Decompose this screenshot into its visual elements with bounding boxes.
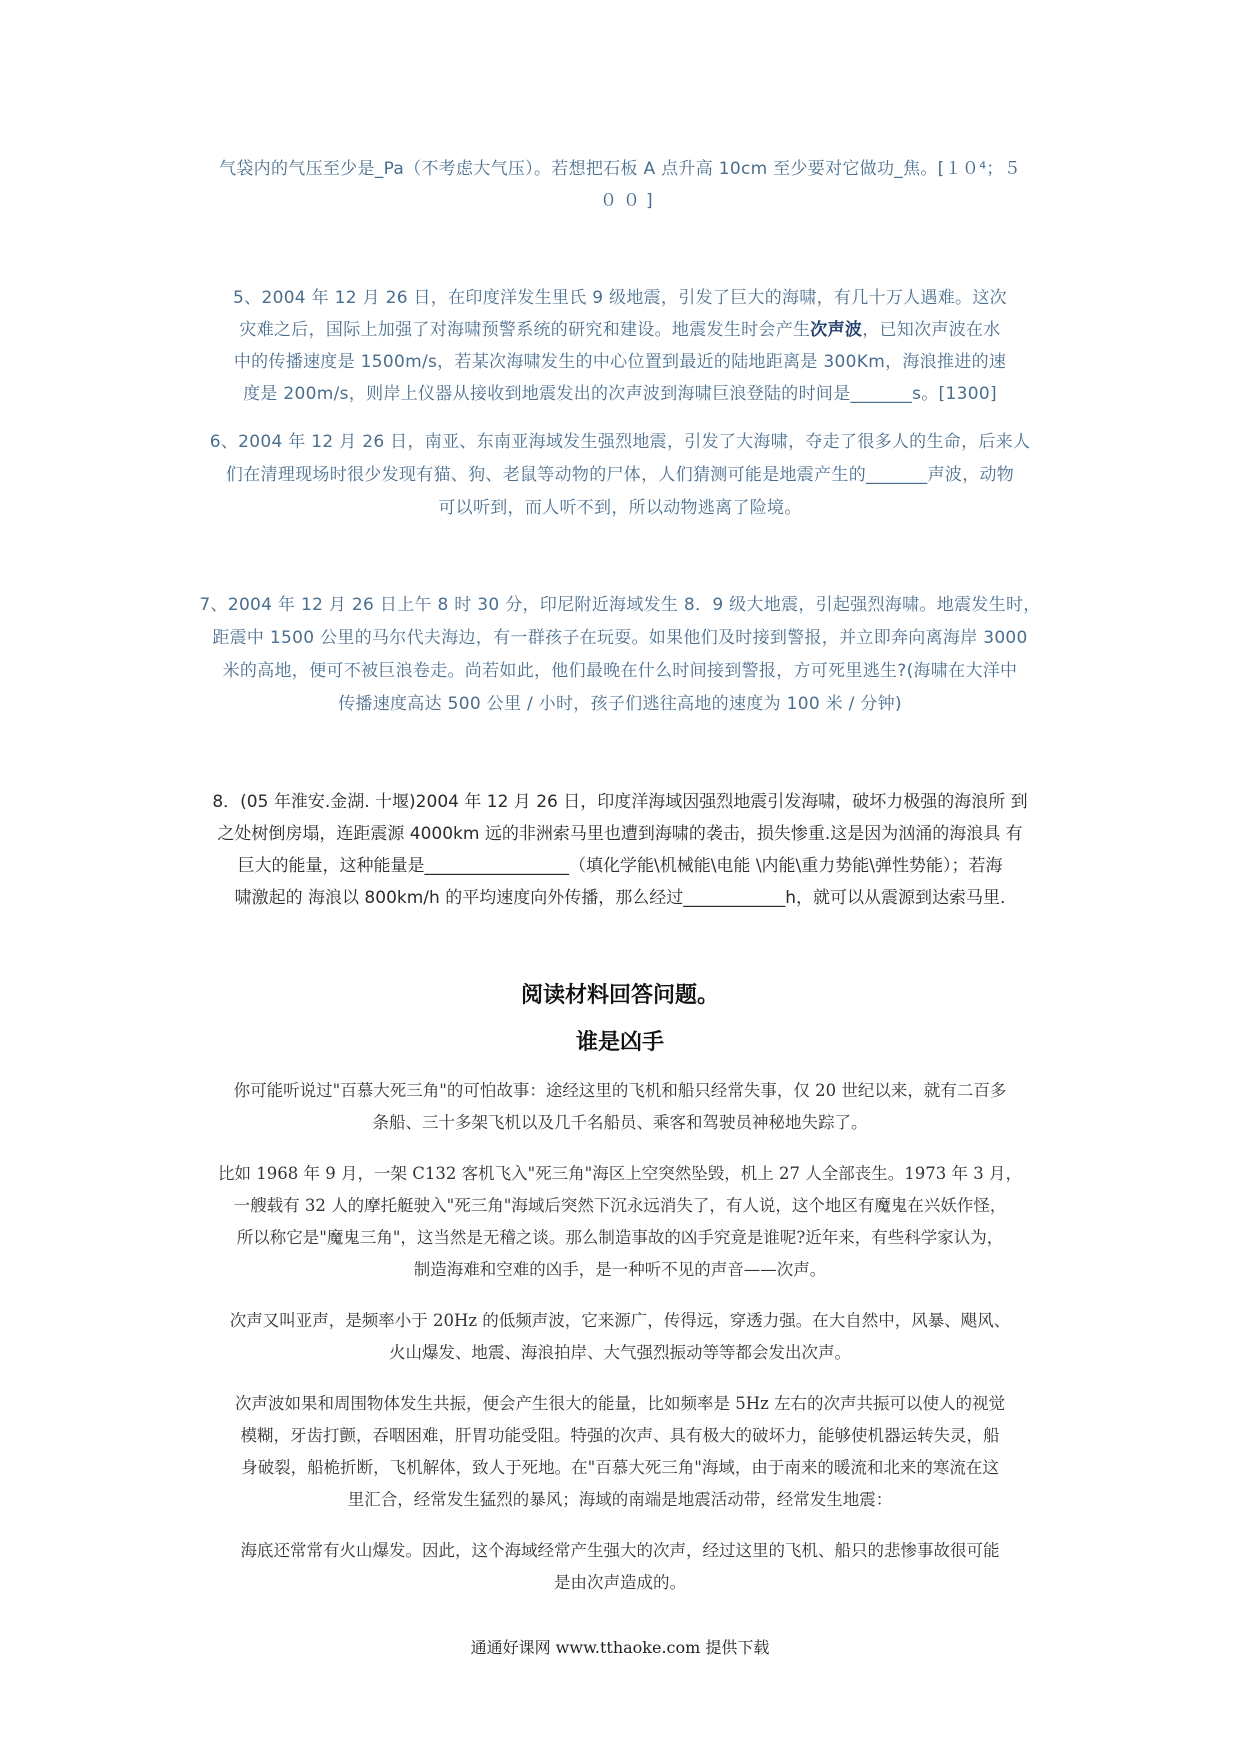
reading-p4-line-4: 里汇合，经常发生猛烈的暴风；海域的南端是地震活动带，经常发生地震： (347, 1490, 893, 1509)
reading-p1-line-2: 条船、三十多架飞机以及几千名船员、乘客和驾驶员神秘地失踪了。 (372, 1113, 868, 1132)
reading-p5-line-1: 海底还常常有火山爆发。因此，这个海域经常产生强大的次声，经过这里的飞机、船只的悲惨事故很可能 (240, 1541, 1000, 1560)
reading-p4-line-1: 次声波如果和周围物体发生共振，便会产生很大的能量，比如频率是 5Hz 左右的次声共振可以使人的视觉 (234, 1394, 1006, 1413)
q4-line-1: 气袋内的气压至少是_Pa（不考虑大气压）。若想把石板 A 点升高 10cm 至少要对它做功_焦。[１０⁴；５ (219, 159, 1021, 179)
q5-line-2c: ，已知次声波在水 (862, 320, 1001, 340)
q6-line-1: 6、2004 年 12 月 26 日，南亚、东南亚海域发生强烈地震，引发了大海啸，夺走了很多人的生命，后来人 (209, 432, 1031, 452)
reading-p2-line-4: 制造海难和空难的凶手，是一种听不见的声音——次声。 (413, 1260, 827, 1279)
q8-line-4: 啸激起的 海浪以 800km/h 的平均速度向外传播，那么经过____________h，就可以从震源到达索马里. (234, 888, 1006, 908)
q5-line-2 (0, 314, 1240, 346)
q7-line-2: 距震中 1500 公里的马尔代夫海边，有一群孩子在玩耍。如果他们及时接到警报，并立即奔向离海岸 3000 (212, 628, 1028, 648)
reading-p3-line-2: 火山爆发、地震、海浪拍岸、大气强烈振动等等都会发出次声。 (389, 1343, 851, 1362)
q5-keyword-infrasound: 次声波 (810, 320, 863, 340)
reading-p4-line-2: 模糊，牙齿打颤，吞咽困难，肝胃功能受阻。特强的次声、具有极大的破坏力，能够使机器运转失灵，船 (240, 1426, 1000, 1445)
q4-line-2: ００] (600, 191, 659, 211)
q5-line-3: 中的传播速度是 1500m/s，若某次海啸发生的中心位置到最近的陆地距离是 300Km，海浪推进的速 (233, 352, 1007, 372)
q8-line-3: 巨大的能量，这种能量是_________________（填化学能\机械能\电能 \内能\重力势能\弹性势能）；若海 (237, 856, 1003, 876)
reading-p4-line-3: 身破裂，船桅折断，飞机解体，致人于死地。在"百慕大死三角"海域，由于南来的暖流和北来的寒流在这 (241, 1458, 999, 1477)
reading-heading: 阅读材料回答问题。 (520, 982, 719, 1008)
q8-line-1: 8．(05 年淮安.金湖. 十堰)2004 年 12 月 26 日，印度洋海域因强烈地震引发海啸，破坏力极强的海浪所 到 (212, 792, 1028, 812)
q7-line-1: 7、2004 年 12 月 26 日上午 8 时 30 分，印尼附近海域发生 8．9 级大地震，引起强烈海啸。地震发生时， (199, 595, 1041, 615)
q5-line-1: 5、2004 年 12 月 26 日，在印度洋发生里氏 9 级地震，引发了巨大的海啸，有几十万人遇难。这次 (233, 288, 1007, 308)
q6-line-3: 可以听到，而人听不到，所以动物逃离了险境。 (438, 498, 802, 518)
q8-line-2: 之处树倒房塌，连距震源 4000km 远的非洲索马里也遭到海啸的袭击，损失惨重.这是因为汹涌的海浪具 有 (217, 824, 1023, 844)
reading-p5-line-2: 是由次声造成的。 (554, 1573, 686, 1592)
reading-p3-line-1: 次声又叫亚声，是频率小于 20Hz 的低频声波，它来源广，传得远，穿透力强。在大自然中，风暴、飓风、 (229, 1311, 1011, 1330)
q7-line-3: 米的高地，便可不被巨浪卷走。尚若如此，他们最晚在什么时间接到警报，方可死里逃生?(海啸在大洋中 (222, 661, 1018, 681)
q6-line-2: 们在清理现场时很少发现有猫、狗、老鼠等动物的尸体，人们猜测可能是地震产生的_______声波，动物 (225, 465, 1015, 485)
footer-credit: 通通好课网 www.tthaoke.com 提供下载 (470, 1638, 770, 1657)
reading-p2-line-3: 所以称它是"魔鬼三角"，这当然是无稽之谈。那么制造事故的凶手究竟是谁呢?近年来，有些科学家认为， (236, 1228, 1004, 1247)
reading-p1-line-1: 你可能听说过"百慕大死三角"的可怕故事：途经这里的飞机和船只经常失事，仅 20 世纪以来，就有二百多 (233, 1081, 1007, 1100)
reading-p2-line-1: 比如 1968 年 9 月，一架 C132 客机飞入"死三角"海区上空突然坠毁，机上 27 人全部丧生。1973 年 3 月， (218, 1164, 1022, 1183)
q5-line-2a: 灾难之后，国际上加强了对海啸预警系统的研究和建设。地震发生时会产生 (239, 320, 811, 340)
reading-title: 谁是凶手 (575, 1029, 664, 1055)
q7-line-4: 传播速度高达 500 公里 / 小时，孩子们逃往高地的速度为 100 米 / 分钟) (338, 694, 902, 714)
reading-p2-line-2: 一艘载有 32 人的摩托艇驶入"死三角"海域后突然下沉永远消失了，有人说，这个地区有魔鬼在兴妖作怪， (233, 1196, 1007, 1215)
q5-line-4: 度是 200m/s，则岸上仪器从接收到地震发出的次声波到海啸巨浪登陆的时间是_______s。[1300] (243, 384, 997, 404)
